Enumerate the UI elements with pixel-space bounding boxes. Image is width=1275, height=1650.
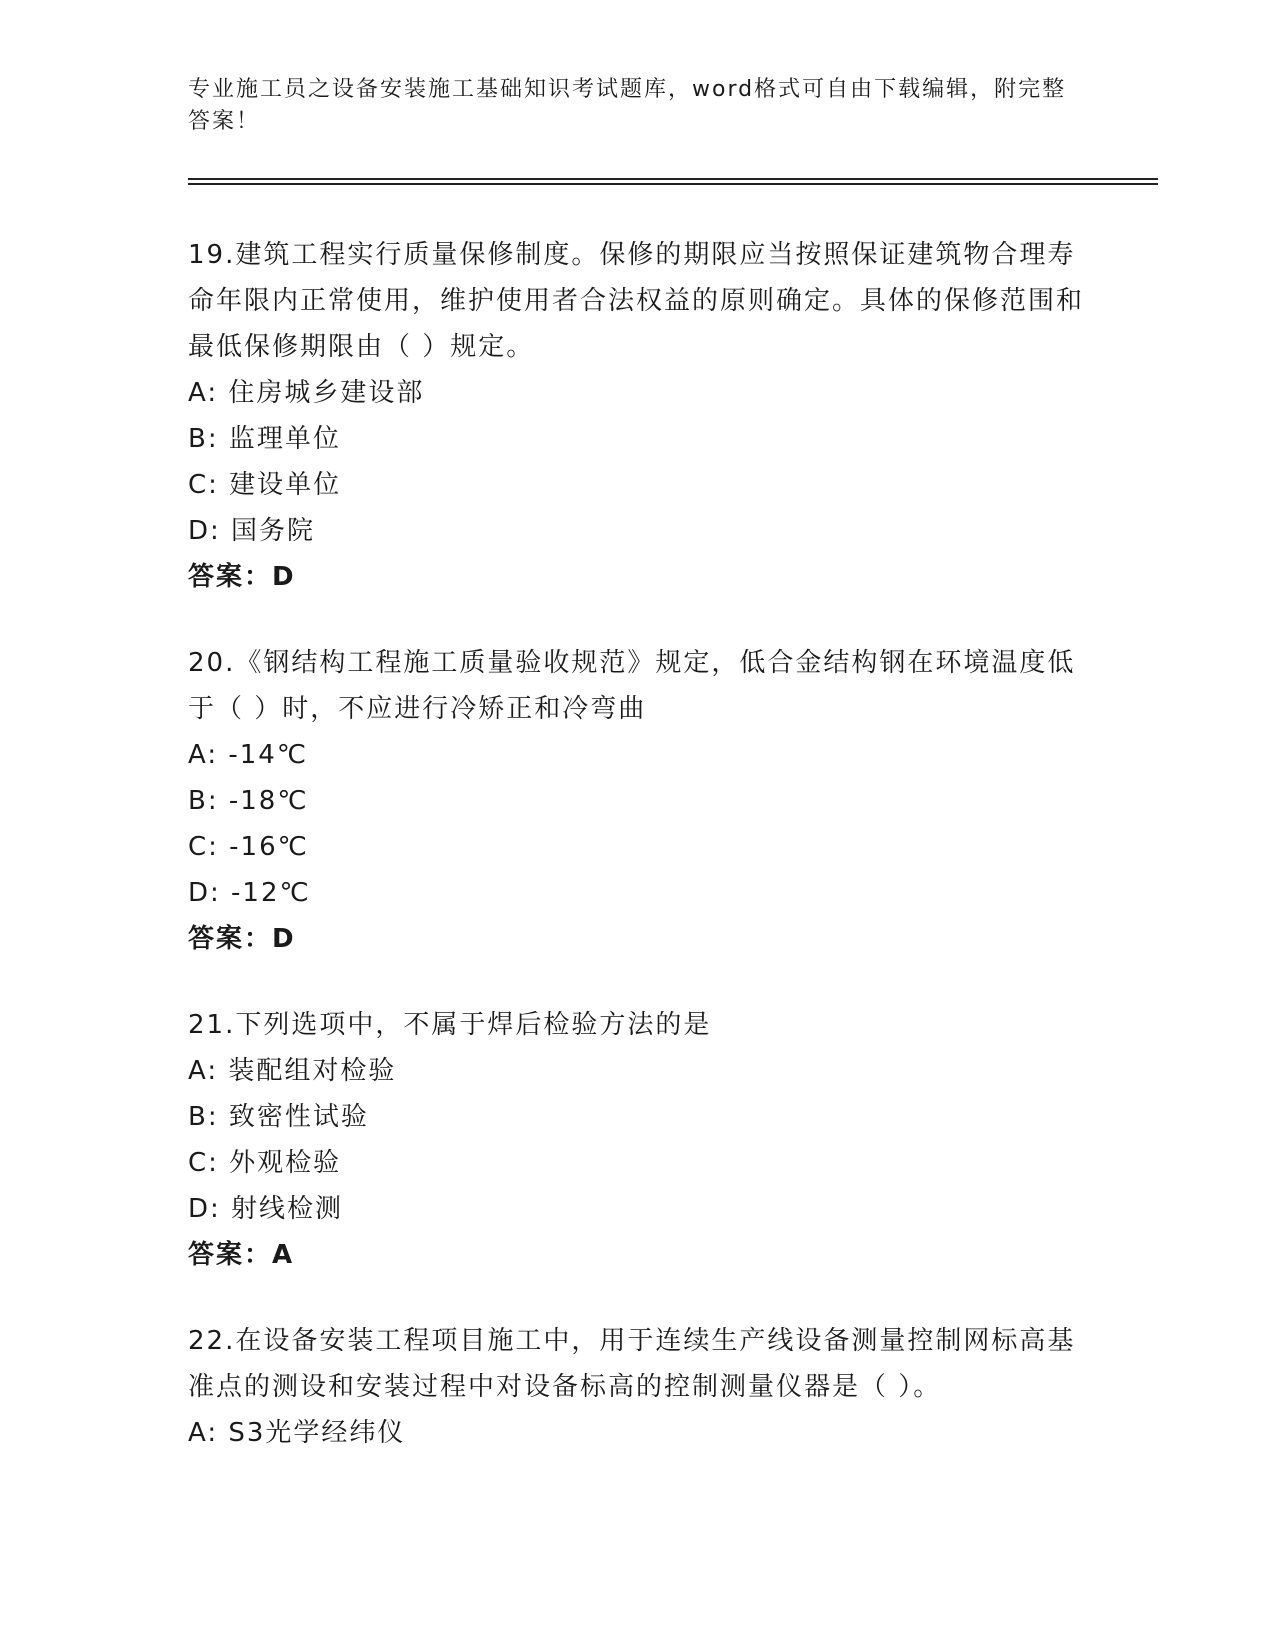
option-c: C: 外观检验 — [188, 1148, 342, 1178]
option-a: A: 装配组对检验 — [188, 1056, 397, 1086]
question-19 — [188, 232, 1088, 600]
question-21 — [188, 1002, 1088, 1278]
header-rule-top — [188, 178, 1158, 180]
question-22 — [188, 1318, 1088, 1456]
question-stem: 20.《钢结构工程施工质量验收规范》规定，低合金结构钢在环境温度低于（ ）时，不应进行冷矫正和冷弯曲 — [188, 648, 1076, 724]
option-a: A: 住房城乡建设部 — [188, 378, 425, 408]
option-d: D: 国务院 — [188, 516, 316, 546]
option-a: A: S3光学经纬仪 — [188, 1418, 406, 1448]
question-20 — [188, 640, 1088, 962]
answer-line: 答案：A — [188, 1240, 295, 1270]
option-a: A: -14℃ — [188, 740, 309, 770]
option-c: C: 建设单位 — [188, 470, 342, 500]
header-rule-bottom — [188, 183, 1158, 185]
question-list — [188, 232, 1088, 1496]
document-header: 专业施工员之设备安装施工基础知识考试题库，word格式可自由下载编辑，附完整答案！ — [188, 77, 1067, 134]
option-b: B: 致密性试验 — [188, 1102, 369, 1132]
question-stem: 19.建筑工程实行质量保修制度。保修的期限应当按照保证建筑物合理寿命年限内正常使用，维护使用者合法权益的原则确定。具体的保修范围和最低保修期限由（ ）规定。 — [188, 240, 1085, 362]
answer-line: 答案：D — [188, 562, 296, 592]
question-stem: 22.在设备安装工程项目施工中，用于连续生产线设备测量控制网标高基准点的测设和安装过程中对设备标高的控制测量仪器是（ ）。 — [188, 1326, 1076, 1402]
option-d: D: 射线检测 — [188, 1194, 344, 1224]
option-b: B: -18℃ — [188, 786, 309, 816]
option-c: C: -16℃ — [188, 832, 309, 862]
option-d: D: -12℃ — [188, 878, 311, 908]
answer-line: 答案：D — [188, 924, 296, 954]
question-stem: 21.下列选项中，不属于焊后检验方法的是 — [188, 1010, 712, 1040]
option-b: B: 监理单位 — [188, 424, 341, 454]
